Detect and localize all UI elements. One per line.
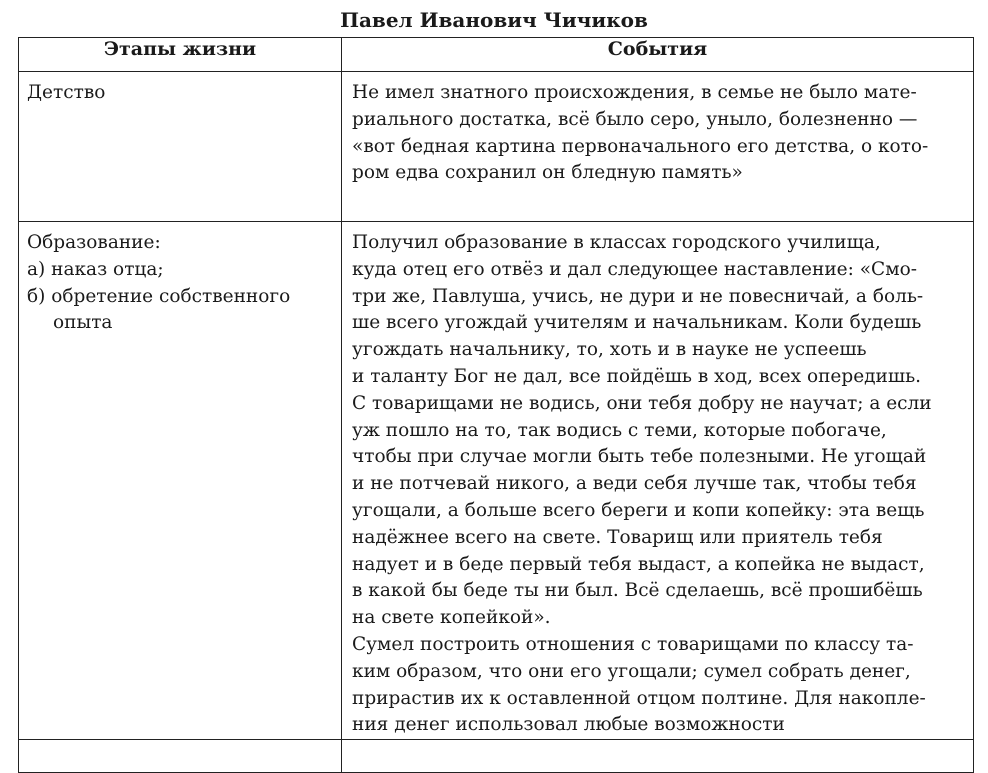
table-row: [19, 740, 974, 773]
stage-line: Детство: [27, 82, 106, 103]
events-cell: [342, 740, 974, 773]
events-line: и таланту Бог не дал, все пойдёшь в ход, всех опередишь.: [352, 365, 922, 387]
stage-line: Образование:: [27, 232, 161, 253]
stage-cell: [19, 72, 342, 222]
stage-cell: [19, 222, 342, 740]
events-line: надует и в беде первый тебя выдаст, а копейка не выдаст,: [352, 553, 925, 575]
events-line: прирастив их к оставленной отцом полтине. Для накопле-: [352, 687, 926, 709]
header-events: События: [342, 38, 974, 72]
table-row: [19, 222, 974, 740]
events-line: Не имел знатного происхождения, в семье не было мате-: [352, 82, 917, 103]
events-line: Сумел построить отношения с товарищами по классу та-: [352, 633, 914, 655]
events-line: угощали, а больше всего береги и копи копейку: эта вещь: [352, 499, 925, 521]
events-cell: [342, 72, 974, 222]
page-title: Павел Иванович Чичиков: [340, 8, 648, 32]
events-line: ким образом, что они его угощали; сумел собрать денег,: [352, 660, 911, 682]
events-line: на свете копейкой».: [352, 607, 551, 629]
life-stages-table: [18, 37, 974, 773]
events-line: С товарищами не водись, они тебя добру не научат; а если: [352, 392, 932, 414]
events-line: уж пошло на то, так водись с теми, которые побогаче,: [352, 419, 887, 441]
header-stages: Этапы жизни: [19, 38, 342, 72]
events-line: «вот бедная картина первоначального его детства, о кото-: [352, 135, 929, 157]
events-line: риального достатка, всё было серо, уныло, болезненно —: [352, 108, 918, 130]
events-line: надёжнее всего на свете. Товарищ или приятель тебя: [352, 526, 883, 548]
events-line: угождать начальнику, то, хоть и в науке не успеешь: [352, 339, 867, 361]
events-line: ния денег использовал любые возможности: [352, 714, 785, 736]
events-line: ше всего угождай учителям и начальникам. Коли будешь: [352, 312, 922, 334]
events-cell: [342, 222, 974, 740]
stage-line: опыта: [53, 312, 113, 334]
events-line: чтобы при случае могли быть тебе полезными. Не угощай: [352, 446, 927, 468]
stage-line: б) обретение собственного: [27, 285, 291, 307]
table-row: [19, 72, 974, 222]
stage-line: а) наказ отца;: [27, 258, 164, 280]
table-header-row: [19, 38, 974, 72]
events-line: Получил образование в классах городского училища,: [352, 232, 881, 253]
events-line: куда отец его отвёз и дал следующее наставление: «Смо-: [352, 258, 917, 280]
events-line: три же, Павлуша, учись, не дури и не повесничай, а боль-: [352, 285, 924, 307]
stage-cell: [19, 740, 342, 773]
events-line: и не потчевай никого, а веди себя лучше так, чтобы тебя: [352, 473, 917, 495]
events-line: в какой бы беде ты ни был. Всё сделаешь, всё прошибёшь: [352, 580, 923, 602]
events-line: ром едва сохранил он бледную память»: [352, 162, 743, 184]
